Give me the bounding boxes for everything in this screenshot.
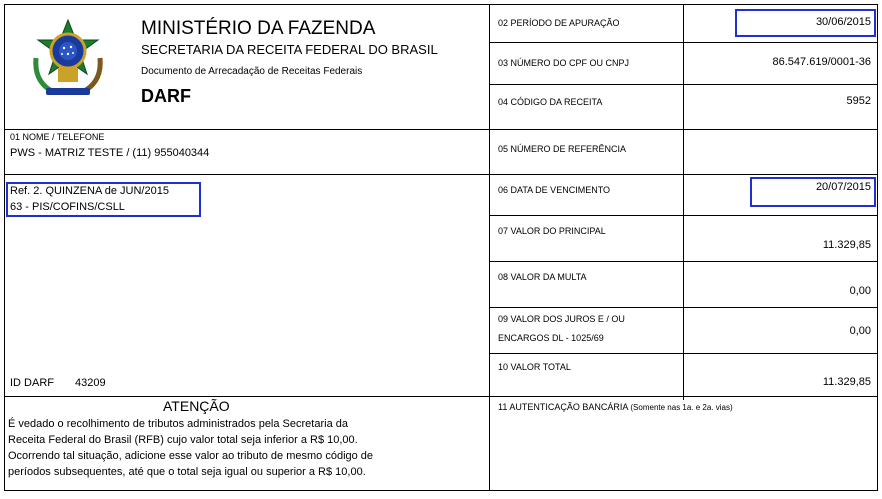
field-02-value: 30/06/2015 (815, 16, 871, 28)
field-09-label-2: ENCARGOS DL - 1025/69 (498, 333, 604, 343)
field-02-label: 02 PERÍODO DE APURAÇÃO (498, 18, 620, 28)
name-label: 01 NOME / TELEFONE (10, 132, 105, 142)
ministry-title: MINISTÉRIO DA FAZENDA (141, 18, 376, 39)
id-darf-label: ID DARF (10, 377, 54, 389)
name-value: PWS - MATRIZ TESTE / (11) 955040344 (10, 147, 210, 159)
attention-line-3: Ocorrendo tal situação, adicione esse valor ao tributo de mesmo código de (8, 450, 374, 462)
divider-value-vertical (683, 4, 684, 400)
divider-main-vertical (489, 4, 490, 491)
field-10-value: 11.329,85 (822, 376, 871, 388)
field-03-label: 03 NÚMERO DO CPF OU CNPJ (498, 58, 630, 68)
document-description: Documento de Arrecadação de Receitas Federais (141, 66, 363, 77)
field-07-label: 07 VALOR DO PRINCIPAL (498, 226, 606, 236)
field-05-label: 05 NÚMERO DE REFERÊNCIA (498, 144, 627, 154)
secretariat-title: SECRETARIA DA RECEITA FEDERAL DO BRASIL (141, 42, 438, 57)
attention-line-4: períodos subsequentes, até que o total seja igual ou superior a R$ 10,00. (8, 466, 366, 478)
field-09-value: 0,00 (849, 325, 871, 337)
field-03-value: 86.547.619/0001-36 (772, 56, 871, 68)
attention-line-2: Receita Federal do Brasil (RFB) cujo valor total seja inferior a R$ 10,00. (8, 434, 358, 446)
id-darf-value: 43209 (75, 377, 106, 389)
field-04-label: 04 CÓDIGO DA RECEITA (498, 97, 603, 107)
field-10-label: 10 VALOR TOTAL (498, 362, 571, 372)
reference-line-2: 63 - PIS/COFINS/CSLL (10, 201, 125, 213)
document-name: DARF (141, 86, 191, 106)
field-09-label-1: 09 VALOR DOS JUROS E / OU (498, 314, 625, 324)
field-07-value: 11.329,85 (822, 239, 871, 251)
reference-line-1: Ref. 2. QUINZENA de JUN/2015 (10, 185, 169, 197)
field-11-note: (Somente nas 1a. e 2a. vias) (630, 403, 733, 412)
field-06-label: 06 DATA DE VENCIMENTO (498, 185, 611, 195)
attention-title: ATENÇÃO (163, 398, 230, 414)
attention-line-1: É vedado o recolhimento de tributos administrados pela Secretaria da (8, 418, 348, 430)
field-04-value: 5952 (846, 95, 871, 107)
field-11-label (498, 402, 733, 412)
field-11-title: 11 AUTENTICAÇÃO BANCÁRIA (498, 402, 628, 412)
field-08-value: 0,00 (849, 285, 871, 297)
field-06-value: 20/07/2015 (815, 181, 871, 193)
field-08-label: 08 VALOR DA MULTA (498, 272, 587, 282)
coat-of-arms-icon (28, 18, 108, 100)
